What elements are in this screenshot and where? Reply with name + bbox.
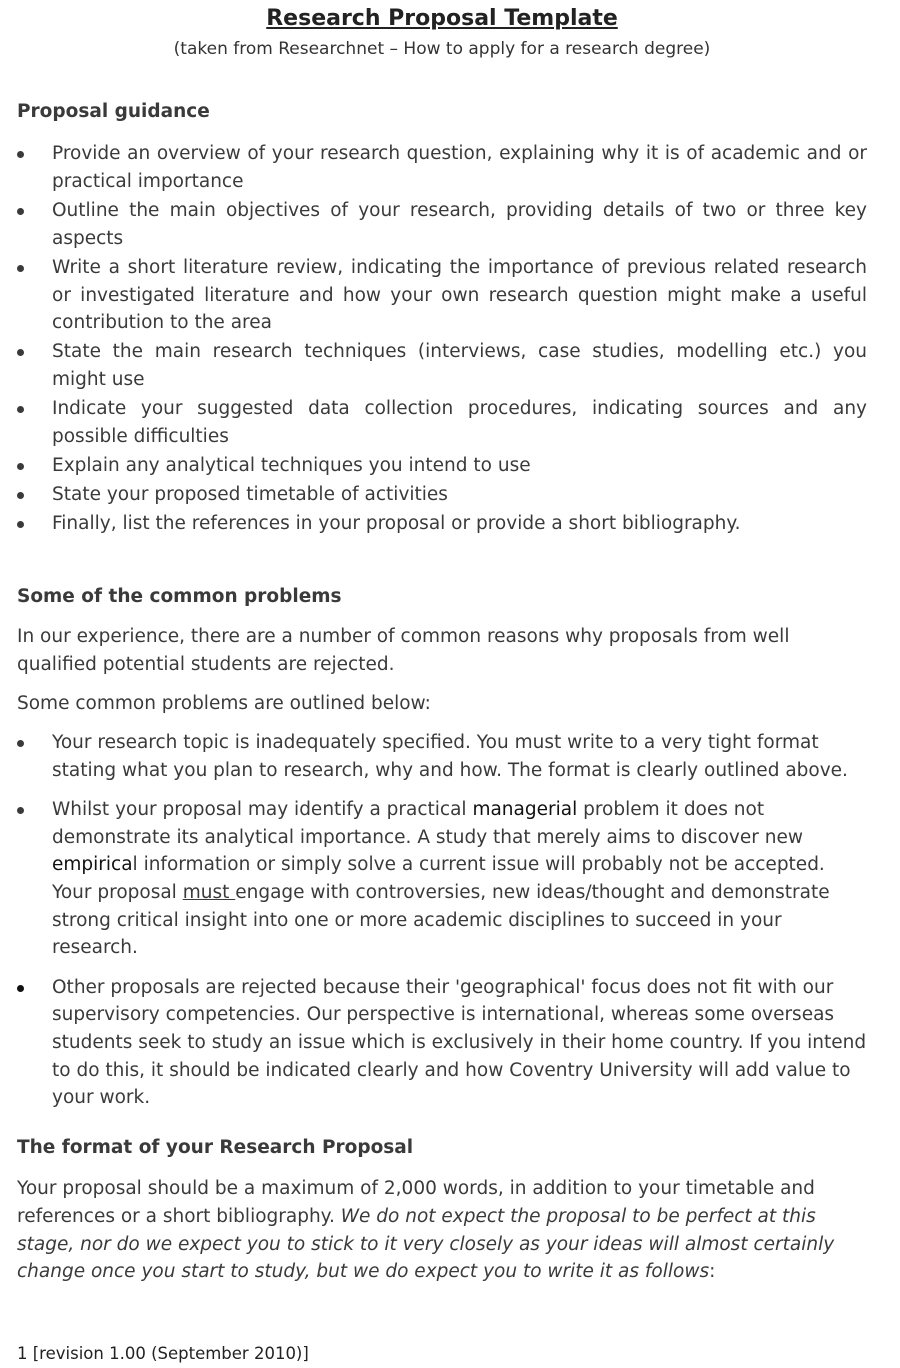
list-item: Your research topic is inadequately specified. You must write to a very tight format stating what you plan to research, why and how. The format is clearly outlined above.	[0, 729, 880, 784]
list-item: Outline the main objectives of your research, providing details of two or three key aspects	[0, 197, 880, 253]
problems-list	[0, 729, 880, 1124]
bullet-icon	[17, 807, 24, 814]
page-footer: 1 [revision 1.00 (September 2010)]	[17, 1344, 309, 1363]
list-item: Indicate your suggested data collection procedures, indicating sources and any possible difficulties	[0, 395, 880, 451]
bullet-icon	[17, 406, 24, 413]
bullet-icon	[17, 521, 24, 528]
list-item: Whilst your proposal may identify a practical managerial problem it does not demonstrate its analytical importance. A study that merely aims to discover new empirical information or simply solve a current issue will probably not be accepted. Your proposal must engage with controversies, new ideas/thought and demonstrate strong critical insight into one or more academic disciplines to succeed in your research.	[0, 796, 880, 962]
list-item: Other proposals are rejected because their 'geographical' focus does not fit with our supervisory competencies. Our perspective is international, whereas some overseas students seek to study an issue which is exclusively in their home country. If you intend to do this, it should be indicated clearly and how Coventry University will add value to your work.	[0, 974, 880, 1112]
list-item: Explain any analytical techniques you intend to use	[0, 452, 880, 480]
bullet-icon	[17, 463, 24, 470]
list-item: Provide an overview of your research question, explaining why it is of academic and or practical importance	[0, 140, 880, 196]
page-title: Research Proposal Template	[266, 6, 618, 31]
list-item: Finally, list the references in your proposal or provide a short bibliography.	[0, 510, 880, 538]
problems-intro-paragraph: In our experience, there are a number of common reasons why proposals from well qualified potential students are rejected.	[17, 626, 790, 675]
section-heading-proposal-guidance: Proposal guidance	[17, 101, 210, 122]
list-item: State the main research techniques (interviews, case studies, modelling etc.) you might use	[0, 338, 880, 394]
problems-outline-paragraph: Some common problems are outlined below:	[17, 693, 431, 714]
bullet-icon	[17, 740, 24, 747]
bullet-icon	[17, 492, 24, 499]
bullet-icon	[17, 265, 24, 272]
section-heading-format: The format of your Research Proposal	[17, 1137, 414, 1158]
underlined-term: must	[182, 881, 236, 903]
page-subtitle: (taken from Researchnet – How to apply for a research degree)	[173, 39, 711, 59]
guidance-list	[0, 140, 880, 539]
list-item: Write a short literature review, indicating the importance of previous related research or investigated literature and how your own research question might make a useful contribution to the area	[0, 254, 880, 338]
bullet-icon	[17, 349, 24, 356]
section-heading-common-problems: Some of the common problems	[17, 586, 342, 607]
bullet-icon	[17, 985, 24, 992]
highlighted-term: empirica	[52, 854, 133, 876]
bullet-icon	[17, 151, 24, 158]
bullet-icon	[17, 208, 24, 215]
list-item: State your proposed timetable of activities	[0, 481, 880, 509]
highlighted-term: managerial	[472, 799, 578, 821]
format-paragraph: Your proposal should be a maximum of 2,000 words, in addition to your timetable and references or a short bibliography. We do not expect the proposal to be perfect at this stage, nor do we expect you to stick to it very closely as your ideas will almost certainly change once you start to study, but we do expect you to write it as follows:	[17, 1178, 835, 1283]
